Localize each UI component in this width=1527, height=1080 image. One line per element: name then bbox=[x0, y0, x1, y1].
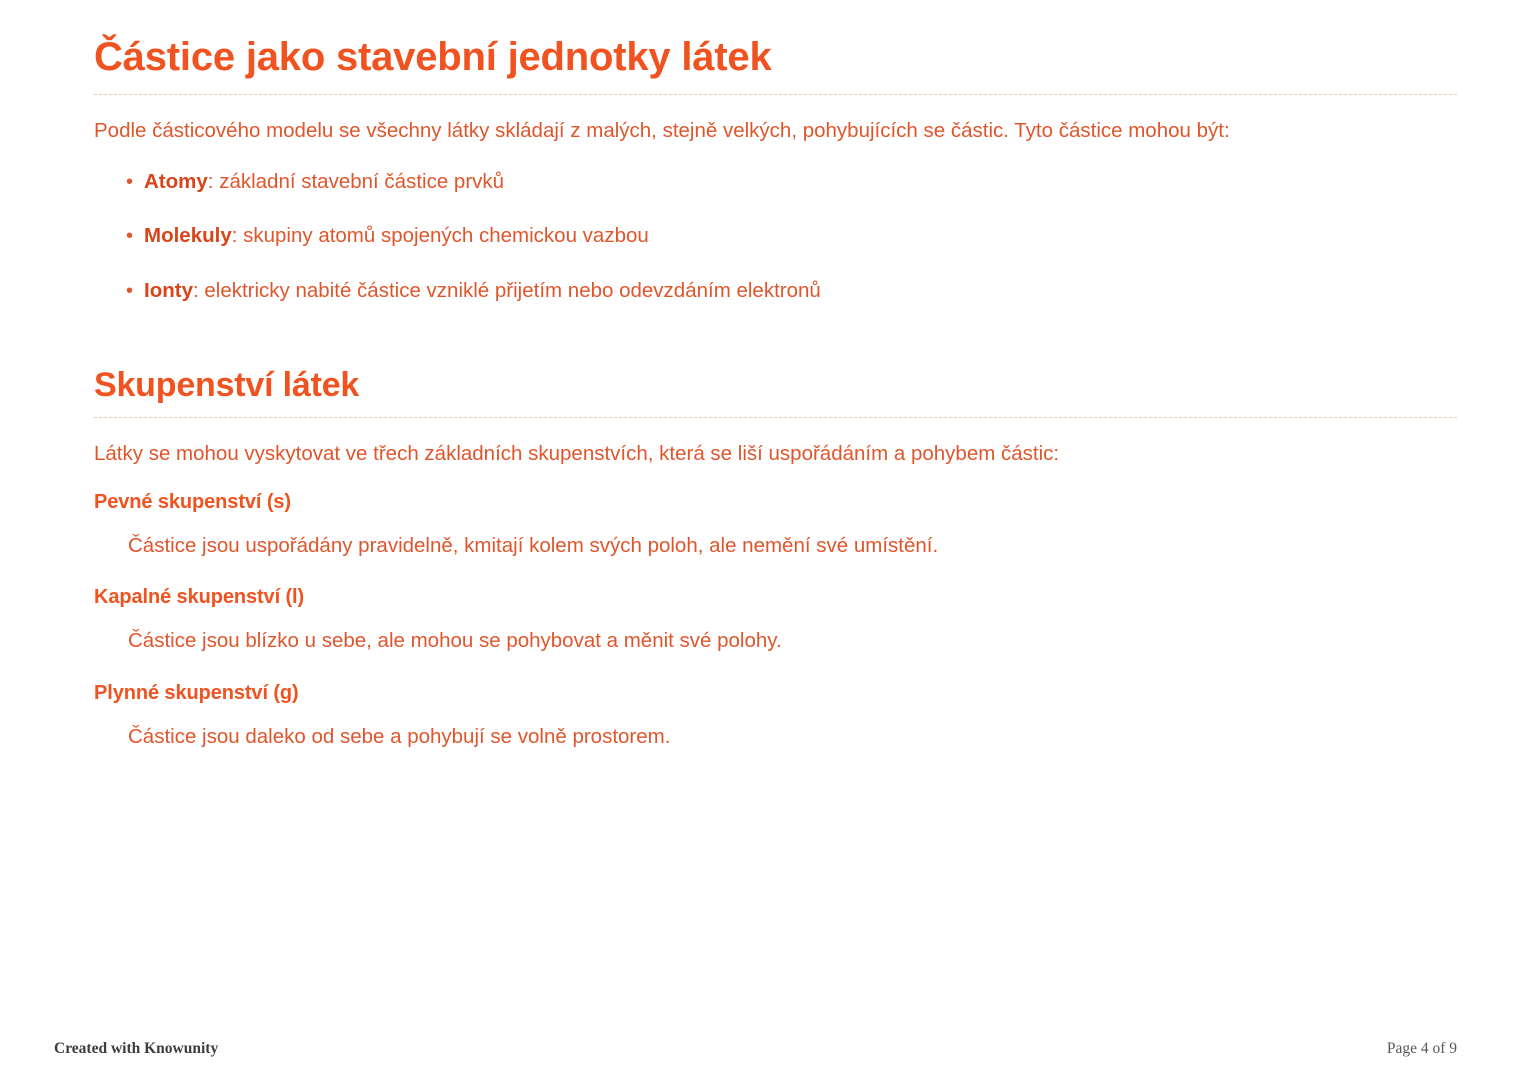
list-item-term: Molekuly bbox=[144, 224, 232, 248]
page-footer bbox=[0, 1040, 1527, 1058]
title-divider bbox=[94, 94, 1457, 95]
list-item-term: Ionty bbox=[144, 279, 193, 303]
section1-intro: Podle částicového modelu se všechny látky skládají z malých, stejně velkých, pohybujících se částic. Tyto částice mohou být: bbox=[94, 119, 1230, 142]
list-item bbox=[126, 222, 1457, 251]
section2-intro: Látky se mohou vyskytovat ve třech základních skupenstvích, která se liší uspořádáním a pohybem částic: bbox=[94, 441, 1060, 465]
list-item bbox=[126, 168, 1457, 197]
list-item-text: : elektricky nabité částice vzniklé přijetím nebo odevzdáním elektronů bbox=[192, 279, 821, 303]
state-title-liquid: Kapalné skupenství (l) bbox=[94, 586, 305, 609]
list-item bbox=[126, 277, 1457, 306]
state-body-gas: Částice jsou daleko od sebe a pohybují se volně prostorem. bbox=[128, 724, 671, 748]
footer-page-number: Page 4 of 9 bbox=[1386, 1040, 1457, 1057]
section2-divider bbox=[94, 417, 1457, 418]
particle-type-list bbox=[94, 168, 1457, 306]
footer-credit: Created with Knowunity bbox=[54, 1040, 219, 1057]
list-item-text: : skupiny atomů spojených chemickou vazbou bbox=[231, 224, 649, 248]
state-title-gas: Plynné skupenství (g) bbox=[94, 681, 299, 704]
page-title: Částice jako stavební jednotky látek bbox=[94, 35, 772, 79]
list-item-term: Atomy bbox=[144, 169, 208, 193]
state-body-liquid: Částice jsou blízko u sebe, ale mohou se pohybovat a měnit své polohy. bbox=[128, 629, 782, 653]
state-title-solid: Pevné skupenství (s) bbox=[94, 490, 291, 513]
section2-heading: Skupenství látek bbox=[94, 365, 360, 404]
section-spacer bbox=[94, 332, 1457, 366]
state-body-solid: Částice jsou uspořádány pravidelně, kmitají kolem svých poloh, ale nemění své umístění. bbox=[128, 533, 939, 557]
list-item-text: : základní stavební částice prvků bbox=[207, 169, 505, 193]
